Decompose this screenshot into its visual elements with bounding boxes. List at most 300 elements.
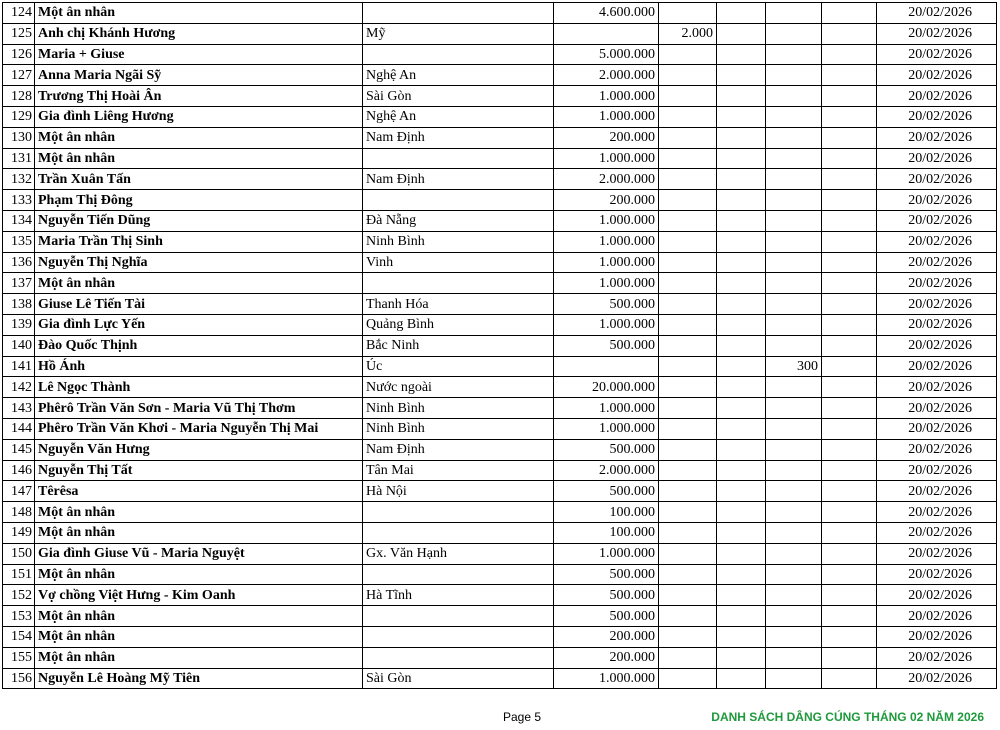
table-row xyxy=(3,23,997,44)
table-row xyxy=(3,502,997,523)
donation-date: 20/02/2026 xyxy=(877,606,997,627)
donation-date: 20/02/2026 xyxy=(877,190,997,211)
donation-date: 20/02/2026 xyxy=(877,106,997,127)
amount-other xyxy=(822,86,877,107)
amount-vnd: 1.000.000 xyxy=(554,106,659,127)
donor-place: Bắc Ninh xyxy=(363,335,554,356)
amount-vnd: 500.000 xyxy=(554,481,659,502)
donor-place: Quảng Bình xyxy=(363,314,554,335)
donation-date: 20/02/2026 xyxy=(877,148,997,169)
donor-place: Ninh Bình xyxy=(363,418,554,439)
donation-date: 20/02/2026 xyxy=(877,481,997,502)
amount-eur xyxy=(717,564,766,585)
amount-vnd: 500.000 xyxy=(554,439,659,460)
amount-eur xyxy=(717,585,766,606)
amount-aud xyxy=(766,148,822,169)
donor-name: Một ân nhân xyxy=(35,3,363,24)
donor-name: Nguyễn Văn Hưng xyxy=(35,439,363,460)
donor-name: Giuse Lê Tiến Tài xyxy=(35,294,363,315)
table-row xyxy=(3,647,997,668)
amount-other xyxy=(822,585,877,606)
donation-date: 20/02/2026 xyxy=(877,398,997,419)
amount-aud xyxy=(766,481,822,502)
amount-eur xyxy=(717,190,766,211)
row-number: 126 xyxy=(3,44,35,65)
table-row xyxy=(3,210,997,231)
table-row xyxy=(3,148,997,169)
table-row xyxy=(3,65,997,86)
donor-name: Hồ Ánh xyxy=(35,356,363,377)
donor-name: Một ân nhân xyxy=(35,148,363,169)
amount-aud xyxy=(766,377,822,398)
amount-eur xyxy=(717,626,766,647)
table-row xyxy=(3,169,997,190)
amount-aud: 300 xyxy=(766,356,822,377)
donor-name: Một ân nhân xyxy=(35,606,363,627)
amount-usd xyxy=(659,668,717,689)
donation-date: 20/02/2026 xyxy=(877,294,997,315)
amount-vnd: 1.000.000 xyxy=(554,148,659,169)
donor-name: Một ân nhân xyxy=(35,502,363,523)
document-title: DANH SÁCH DÂNG CÚNG THÁNG 02 NĂM 2026 xyxy=(711,710,984,724)
donation-date: 20/02/2026 xyxy=(877,502,997,523)
row-number: 146 xyxy=(3,460,35,481)
row-number: 135 xyxy=(3,231,35,252)
amount-eur xyxy=(717,169,766,190)
amount-vnd: 5.000.000 xyxy=(554,44,659,65)
amount-aud xyxy=(766,23,822,44)
amount-usd xyxy=(659,169,717,190)
donation-date: 20/02/2026 xyxy=(877,543,997,564)
amount-usd xyxy=(659,294,717,315)
donation-date: 20/02/2026 xyxy=(877,23,997,44)
row-number: 127 xyxy=(3,65,35,86)
donation-date: 20/02/2026 xyxy=(877,210,997,231)
donor-place: Vinh xyxy=(363,252,554,273)
donor-name: Đào Quốc Thịnh xyxy=(35,335,363,356)
table-row xyxy=(3,273,997,294)
amount-vnd: 500.000 xyxy=(554,564,659,585)
amount-usd xyxy=(659,44,717,65)
amount-vnd: 4.600.000 xyxy=(554,3,659,24)
amount-other xyxy=(822,481,877,502)
donor-place: Thanh Hóa xyxy=(363,294,554,315)
row-number: 124 xyxy=(3,3,35,24)
amount-other xyxy=(822,439,877,460)
amount-eur xyxy=(717,502,766,523)
amount-aud xyxy=(766,543,822,564)
amount-aud xyxy=(766,502,822,523)
amount-vnd: 500.000 xyxy=(554,335,659,356)
table-row xyxy=(3,418,997,439)
amount-usd xyxy=(659,377,717,398)
donor-name: Vợ chồng Việt Hưng - Kim Oanh xyxy=(35,585,363,606)
donor-name: Một ân nhân xyxy=(35,522,363,543)
amount-other xyxy=(822,65,877,86)
row-number: 152 xyxy=(3,585,35,606)
amount-other xyxy=(822,294,877,315)
amount-vnd: 1.000.000 xyxy=(554,252,659,273)
amount-other xyxy=(822,543,877,564)
row-number: 143 xyxy=(3,398,35,419)
amount-aud xyxy=(766,606,822,627)
amount-other xyxy=(822,44,877,65)
donor-name: Maria Trần Thị Sinh xyxy=(35,231,363,252)
amount-aud xyxy=(766,564,822,585)
table-row xyxy=(3,190,997,211)
donation-date: 20/02/2026 xyxy=(877,231,997,252)
amount-vnd: 200.000 xyxy=(554,190,659,211)
donor-place: Nghệ An xyxy=(363,65,554,86)
donor-name: Một ân nhân xyxy=(35,647,363,668)
row-number: 155 xyxy=(3,647,35,668)
amount-vnd: 1.000.000 xyxy=(554,418,659,439)
amount-usd xyxy=(659,106,717,127)
amount-eur xyxy=(717,418,766,439)
amount-other xyxy=(822,314,877,335)
donor-place: Nước ngoài xyxy=(363,377,554,398)
amount-vnd: 1.000.000 xyxy=(554,398,659,419)
donor-place: Nghệ An xyxy=(363,106,554,127)
table-row xyxy=(3,3,997,24)
table-row xyxy=(3,543,997,564)
amount-other xyxy=(822,169,877,190)
amount-usd xyxy=(659,86,717,107)
donor-name: Gia đình Lực Yến xyxy=(35,314,363,335)
amount-aud xyxy=(766,398,822,419)
amount-aud xyxy=(766,668,822,689)
amount-usd xyxy=(659,335,717,356)
donor-name: Maria + Giuse xyxy=(35,44,363,65)
donor-place xyxy=(363,502,554,523)
amount-aud xyxy=(766,210,822,231)
row-number: 144 xyxy=(3,418,35,439)
donor-name: Trương Thị Hoài Ân xyxy=(35,86,363,107)
amount-usd xyxy=(659,606,717,627)
amount-other xyxy=(822,460,877,481)
amount-usd xyxy=(659,398,717,419)
amount-aud xyxy=(766,86,822,107)
page-number: Page 5 xyxy=(503,710,542,724)
amount-vnd xyxy=(554,23,659,44)
amount-other xyxy=(822,231,877,252)
amount-eur xyxy=(717,460,766,481)
amount-vnd: 1.000.000 xyxy=(554,273,659,294)
table-row xyxy=(3,626,997,647)
table-row xyxy=(3,564,997,585)
row-number: 133 xyxy=(3,190,35,211)
amount-usd xyxy=(659,231,717,252)
donation-date: 20/02/2026 xyxy=(877,273,997,294)
donation-date: 20/02/2026 xyxy=(877,86,997,107)
amount-eur xyxy=(717,335,766,356)
amount-other xyxy=(822,377,877,398)
amount-vnd: 100.000 xyxy=(554,522,659,543)
table-row xyxy=(3,522,997,543)
amount-eur xyxy=(717,231,766,252)
table-row xyxy=(3,377,997,398)
donor-place xyxy=(363,626,554,647)
amount-usd xyxy=(659,585,717,606)
table-row xyxy=(3,231,997,252)
amount-aud xyxy=(766,252,822,273)
donation-date: 20/02/2026 xyxy=(877,3,997,24)
amount-other xyxy=(822,564,877,585)
table-row xyxy=(3,314,997,335)
donor-name: Một ân nhân xyxy=(35,127,363,148)
donor-name: Anna Maria Ngãi Sỹ xyxy=(35,65,363,86)
amount-aud xyxy=(766,585,822,606)
donation-date: 20/02/2026 xyxy=(877,668,997,689)
amount-other xyxy=(822,647,877,668)
amount-aud xyxy=(766,273,822,294)
amount-eur xyxy=(717,668,766,689)
donor-place: Nam Định xyxy=(363,127,554,148)
donor-place: Hà Nội xyxy=(363,481,554,502)
amount-other xyxy=(822,398,877,419)
donor-place xyxy=(363,148,554,169)
table-row xyxy=(3,668,997,689)
row-number: 153 xyxy=(3,606,35,627)
amount-other xyxy=(822,606,877,627)
donor-name: Một ân nhân xyxy=(35,564,363,585)
amount-usd xyxy=(659,3,717,24)
donor-name: Gia đình Liêng Hương xyxy=(35,106,363,127)
amount-eur xyxy=(717,377,766,398)
donor-place: Úc xyxy=(363,356,554,377)
amount-eur xyxy=(717,398,766,419)
amount-vnd: 2.000.000 xyxy=(554,65,659,86)
row-number: 129 xyxy=(3,106,35,127)
amount-eur xyxy=(717,273,766,294)
table-row xyxy=(3,606,997,627)
donor-name: Trần Xuân Tấn xyxy=(35,169,363,190)
row-number: 149 xyxy=(3,522,35,543)
donation-table xyxy=(2,2,997,689)
amount-aud xyxy=(766,231,822,252)
amount-eur xyxy=(717,23,766,44)
amount-other xyxy=(822,502,877,523)
amount-other xyxy=(822,190,877,211)
amount-vnd: 2.000.000 xyxy=(554,460,659,481)
amount-aud xyxy=(766,169,822,190)
amount-aud xyxy=(766,44,822,65)
amount-other xyxy=(822,23,877,44)
amount-usd xyxy=(659,460,717,481)
amount-usd xyxy=(659,502,717,523)
amount-vnd: 200.000 xyxy=(554,127,659,148)
amount-vnd: 100.000 xyxy=(554,502,659,523)
amount-usd xyxy=(659,481,717,502)
row-number: 131 xyxy=(3,148,35,169)
amount-vnd: 200.000 xyxy=(554,647,659,668)
amount-aud xyxy=(766,335,822,356)
amount-eur xyxy=(717,148,766,169)
row-number: 140 xyxy=(3,335,35,356)
amount-aud xyxy=(766,127,822,148)
row-number: 130 xyxy=(3,127,35,148)
amount-eur xyxy=(717,252,766,273)
row-number: 142 xyxy=(3,377,35,398)
donor-place xyxy=(363,564,554,585)
amount-aud xyxy=(766,418,822,439)
table-row xyxy=(3,86,997,107)
amount-eur xyxy=(717,44,766,65)
amount-vnd: 2.000.000 xyxy=(554,169,659,190)
donor-name: Gia đình Giuse Vũ - Maria Nguyệt xyxy=(35,543,363,564)
amount-eur xyxy=(717,356,766,377)
donor-name: Phêrô Trần Văn Sơn - Maria Vũ Thị Thơm xyxy=(35,398,363,419)
donor-name: Phạm Thị Đông xyxy=(35,190,363,211)
amount-vnd: 500.000 xyxy=(554,585,659,606)
amount-other xyxy=(822,273,877,294)
table-row xyxy=(3,106,997,127)
amount-vnd: 500.000 xyxy=(554,606,659,627)
donor-name: Nguyễn Thị Tất xyxy=(35,460,363,481)
row-number: 139 xyxy=(3,314,35,335)
row-number: 141 xyxy=(3,356,35,377)
donor-name: Một ân nhân xyxy=(35,626,363,647)
amount-usd xyxy=(659,190,717,211)
donor-place: Sài Gòn xyxy=(363,86,554,107)
amount-vnd: 1.000.000 xyxy=(554,543,659,564)
donation-date: 20/02/2026 xyxy=(877,44,997,65)
table-body xyxy=(3,3,997,689)
donation-date: 20/02/2026 xyxy=(877,585,997,606)
donation-sheet xyxy=(2,2,997,689)
amount-usd xyxy=(659,439,717,460)
donor-place xyxy=(363,190,554,211)
amount-aud xyxy=(766,3,822,24)
donation-date: 20/02/2026 xyxy=(877,439,997,460)
table-row xyxy=(3,439,997,460)
row-number: 125 xyxy=(3,23,35,44)
amount-vnd: 1.000.000 xyxy=(554,314,659,335)
amount-vnd: 200.000 xyxy=(554,626,659,647)
amount-aud xyxy=(766,314,822,335)
table-row xyxy=(3,294,997,315)
amount-other xyxy=(822,418,877,439)
row-number: 128 xyxy=(3,86,35,107)
donor-name: Nguyễn Lê Hoàng Mỹ Tiên xyxy=(35,668,363,689)
row-number: 134 xyxy=(3,210,35,231)
row-number: 137 xyxy=(3,273,35,294)
donor-place xyxy=(363,273,554,294)
donor-name: Anh chị Khánh Hương xyxy=(35,23,363,44)
amount-eur xyxy=(717,522,766,543)
amount-usd xyxy=(659,418,717,439)
row-number: 132 xyxy=(3,169,35,190)
amount-vnd: 1.000.000 xyxy=(554,210,659,231)
donor-place: Nam Định xyxy=(363,169,554,190)
amount-aud xyxy=(766,190,822,211)
donation-date: 20/02/2026 xyxy=(877,335,997,356)
amount-usd xyxy=(659,127,717,148)
donor-place: Hà Tĩnh xyxy=(363,585,554,606)
row-number: 156 xyxy=(3,668,35,689)
amount-eur xyxy=(717,314,766,335)
amount-other xyxy=(822,3,877,24)
donor-place xyxy=(363,522,554,543)
amount-other xyxy=(822,106,877,127)
donor-place xyxy=(363,44,554,65)
amount-eur xyxy=(717,647,766,668)
amount-usd xyxy=(659,543,717,564)
amount-aud xyxy=(766,439,822,460)
row-number: 145 xyxy=(3,439,35,460)
table-row xyxy=(3,481,997,502)
donation-date: 20/02/2026 xyxy=(877,418,997,439)
table-row xyxy=(3,460,997,481)
amount-eur xyxy=(717,3,766,24)
donor-name: Phêro Trần Văn Khơi - Maria Nguyễn Thị Mai xyxy=(35,418,363,439)
row-number: 148 xyxy=(3,502,35,523)
amount-aud xyxy=(766,106,822,127)
row-number: 150 xyxy=(3,543,35,564)
donor-place xyxy=(363,647,554,668)
donor-place: Gx. Văn Hạnh xyxy=(363,543,554,564)
row-number: 138 xyxy=(3,294,35,315)
amount-eur xyxy=(717,294,766,315)
amount-aud xyxy=(766,65,822,86)
table-row xyxy=(3,398,997,419)
amount-usd xyxy=(659,148,717,169)
row-number: 151 xyxy=(3,564,35,585)
amount-other xyxy=(822,335,877,356)
donor-name: Một ân nhân xyxy=(35,273,363,294)
amount-other xyxy=(822,356,877,377)
amount-other xyxy=(822,668,877,689)
amount-eur xyxy=(717,543,766,564)
donor-place: Ninh Bình xyxy=(363,231,554,252)
donation-date: 20/02/2026 xyxy=(877,252,997,273)
amount-other xyxy=(822,626,877,647)
donor-place xyxy=(363,606,554,627)
donor-name: Nguyễn Thị Nghĩa xyxy=(35,252,363,273)
amount-usd xyxy=(659,356,717,377)
amount-usd xyxy=(659,564,717,585)
amount-other xyxy=(822,210,877,231)
donor-place: Mỹ xyxy=(363,23,554,44)
amount-usd xyxy=(659,626,717,647)
table-row xyxy=(3,127,997,148)
donation-date: 20/02/2026 xyxy=(877,377,997,398)
amount-usd xyxy=(659,647,717,668)
amount-other xyxy=(822,148,877,169)
donation-date: 20/02/2026 xyxy=(877,460,997,481)
donor-place xyxy=(363,3,554,24)
amount-aud xyxy=(766,294,822,315)
donor-place: Ninh Bình xyxy=(363,398,554,419)
amount-aud xyxy=(766,626,822,647)
donor-name: Nguyễn Tiến Dũng xyxy=(35,210,363,231)
amount-other xyxy=(822,522,877,543)
amount-usd xyxy=(659,273,717,294)
donation-date: 20/02/2026 xyxy=(877,314,997,335)
amount-eur xyxy=(717,606,766,627)
amount-eur xyxy=(717,106,766,127)
amount-usd: 2.000 xyxy=(659,23,717,44)
donor-place: Sài Gòn xyxy=(363,668,554,689)
row-number: 136 xyxy=(3,252,35,273)
donor-place: Nam Định xyxy=(363,439,554,460)
amount-eur xyxy=(717,439,766,460)
donor-name: Lê Ngọc Thành xyxy=(35,377,363,398)
table-row xyxy=(3,585,997,606)
amount-vnd xyxy=(554,356,659,377)
amount-usd xyxy=(659,252,717,273)
amount-other xyxy=(822,252,877,273)
